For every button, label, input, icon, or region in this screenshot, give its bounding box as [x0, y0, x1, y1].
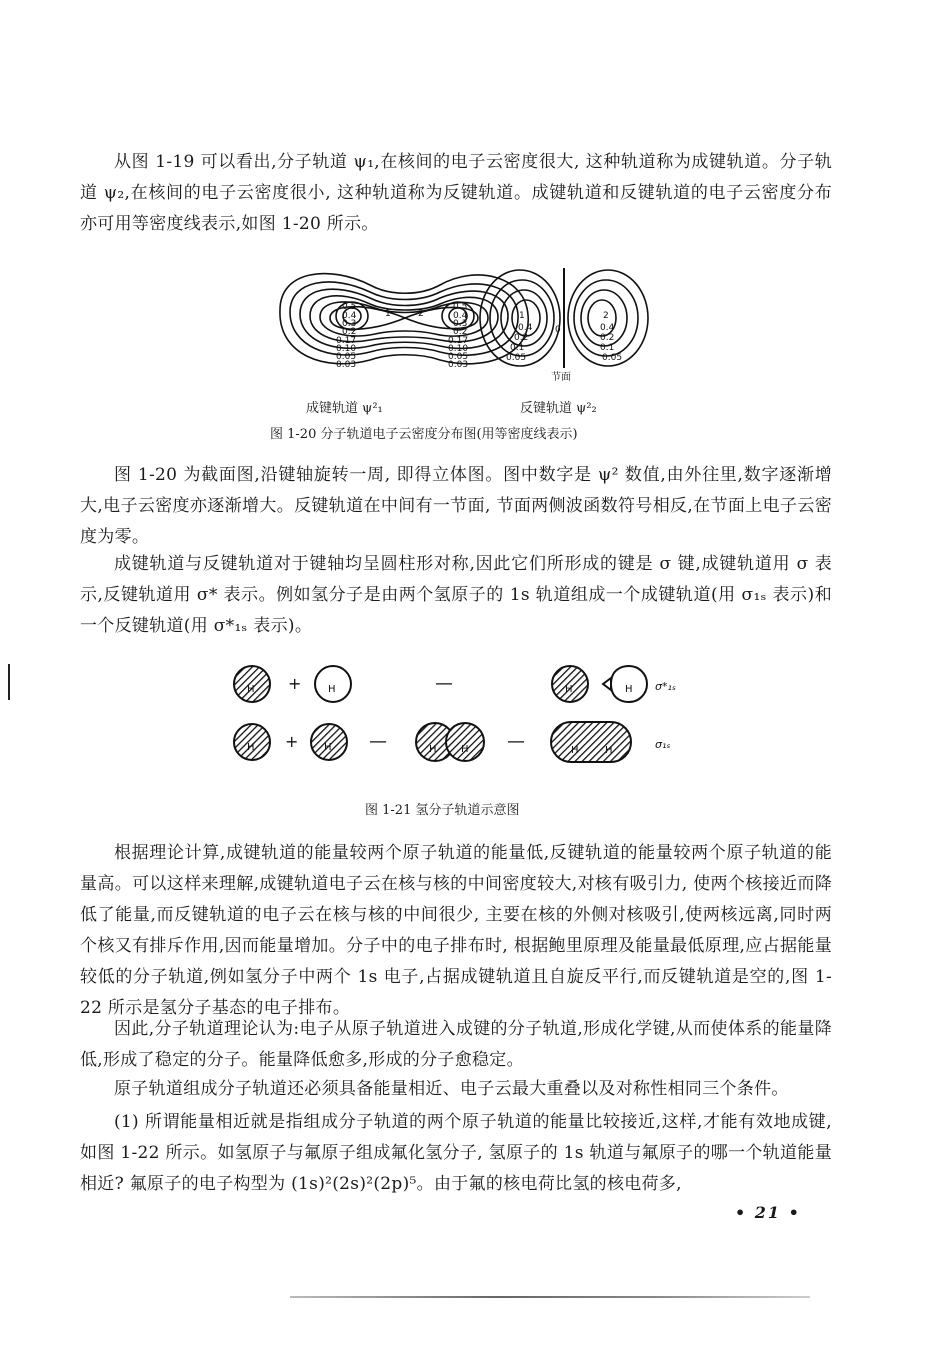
- antibonding-value-0.2: 0.2: [514, 333, 529, 343]
- sigma-bonding-orbital: [551, 722, 631, 762]
- bonding-value-0.10-right: 0.10: [448, 344, 469, 354]
- paragraph-4: 根据理论计算,成键轨道的能量较两个原子轨道的能量低,反键轨道的能量较两个原子轨道的能量高。可以这样来理解,成键轨道电子云在核与核的中间密度较大,对核有吸引力, 使两个核接近而降低了能量,而反键轨道的电子云在核与核的中间很少, 主要在核的外侧对核吸引,使两核远离,同时两个核又有排斥作用,因而能量增加。分子中的电子排布时, 根据鲍里原理及能量最低原理,应占据能量较低的分子轨道,例如氢分子中两个 1s 电子,占据成键轨道且自旋反平行,而反键轨道是空的,图 1-22 所示是氢分子基态的电子排布。: [80, 843, 832, 1018]
- h-atom-1-symbol-row1: H: [247, 684, 255, 695]
- sigma-star-lobe-1-symbol: H: [565, 684, 573, 695]
- overlap-atom-2-symbol: H: [461, 744, 469, 755]
- figure-1-21-svg: [225, 658, 725, 778]
- antibonding-value-0.4: 0.4: [518, 323, 533, 333]
- bottom-scan-rule: [290, 1296, 810, 1298]
- page-number: • 21 •: [735, 1203, 801, 1222]
- bonding-value-0.2: 0.2: [342, 327, 357, 337]
- figure-1-20-antibonding-label: 反键轨道 ψ²₂: [520, 401, 597, 416]
- bonding-value-0.17: 0.17: [336, 336, 357, 346]
- figure-1-20-caption: 图 1-20 分子轨道电子云密度分布图(用等密度线表示): [270, 427, 578, 442]
- arrow-row2-2: —: [507, 731, 525, 752]
- sigma-star-lobe-2-symbol: H: [625, 684, 633, 695]
- paragraph-1: 从图 1-19 可以看出,分子轨道 ψ₁,在核间的电子云密度很大, 这种轨道称为成键轨道。分子轨道 ψ₂,在核间的电子云密度很小, 这种轨道称为反键轨道。成键轨道和反键轨道的电子云密度分布亦可用等密度线表示,如图 1-20 所示。: [80, 152, 832, 234]
- sigma-bonding-label: σ₁ₛ: [655, 738, 671, 751]
- figure-1-21-caption: 图 1-21 氢分子轨道示意图: [365, 803, 520, 818]
- antibonding-value-0.4-right: 0.4: [600, 323, 615, 333]
- bonding-value-0.03: 0.03: [336, 360, 357, 370]
- bonding-value-0.2-right: 0.2: [453, 327, 468, 337]
- paragraph-2: 图 1-20 为截面图,沿键轴旋转一周, 即得立体图。图中数字是 ψ² 数值,由外往里,数字逐渐增大,电子云密度亦逐渐增大。反键轨道在中间有一节面, 节面两侧波函数符号相反,在节面上电子云密度为零。: [80, 465, 832, 547]
- paragraph-5: 因此,分子轨道理论认为:电子从原子轨道进入成键的分子轨道,形成化学键,从而使体系的能量降低,形成了稳定的分子。能量降低愈多,形成的分子愈稳定。: [80, 1019, 832, 1070]
- bonding-value-0.10: 0.10: [336, 344, 357, 354]
- bonding-value-0.4: 0.4: [342, 311, 357, 321]
- sigma-bonding-symbol-2: H: [605, 745, 613, 756]
- bonding-value-0.17-right: 0.17: [448, 336, 469, 346]
- bonding-value-0.05-right: 0.05: [448, 352, 469, 362]
- sigma-star-label: σ*₁ₛ: [655, 680, 676, 693]
- arrow-row1: —: [435, 673, 453, 694]
- h-atom-2-symbol-row1: H: [328, 684, 336, 695]
- arrow-row2-1: —: [369, 731, 387, 752]
- node-value: 0: [555, 325, 561, 335]
- paragraph-6: 原子轨道组成分子轨道还必须具备能量相近、电子云最大重叠以及对称性相同三个条件。: [114, 1079, 789, 1099]
- bonding-value-0.05: 0.05: [336, 352, 357, 362]
- margin-mark: [8, 664, 10, 700]
- bonding-nucleus-1-label: 1: [385, 309, 391, 319]
- overlap-atom-1-symbol: H: [429, 744, 437, 755]
- figure-1-20-bonding-label: 成键轨道 ψ²₁: [306, 401, 383, 416]
- bonding-value-0.4-right: 0.4: [453, 311, 468, 321]
- antibonding-nucleus-1-label: 1: [519, 311, 525, 321]
- overlap-atom-2: [446, 723, 484, 761]
- h-atom-1-symbol-row2: H: [247, 742, 255, 753]
- h-atom-2-symbol-row2: H: [324, 742, 332, 753]
- bonding-value-0.3: 0.3: [342, 319, 357, 329]
- bonding-value-0.5: 0.5: [342, 302, 357, 312]
- antibonding-value-0.1-right: 0.1: [600, 343, 615, 353]
- figure-1-21: [225, 658, 725, 778]
- sigma-bonding-symbol-1: H: [571, 745, 579, 756]
- bonding-value-0.3-right: 0.3: [453, 319, 468, 329]
- antibonding-nucleus-2-label: 2: [603, 311, 609, 321]
- bonding-nucleus-2-label: 2: [418, 309, 424, 319]
- paragraph-3: 成键轨道与反键轨道对于键轴均呈圆柱形对称,因此它们所形成的键是 σ 键,成键轨道用 σ 表示,反键轨道用 σ* 表示。例如氢分子是由两个氢原子的 1s 轨道组成一个成键轨道(用 σ₁ₛ 表示)和一个反键轨道(用 σ*₁ₛ 表示)。: [80, 554, 832, 636]
- bonding-value-0.5-right: 0.5: [453, 302, 468, 312]
- antibonding-value-0.05-right: 0.05: [602, 353, 623, 363]
- node-label: 节面: [551, 372, 571, 383]
- plus-row1: +: [288, 674, 302, 693]
- antibonding-value-0.2-right: 0.2: [600, 333, 615, 343]
- bonding-value-0.03-right: 0.03: [448, 360, 469, 370]
- antibonding-value-0.05: 0.05: [506, 353, 527, 363]
- antibonding-value-0.1: 0.1: [510, 343, 525, 353]
- plus-row2: +: [285, 732, 299, 751]
- paragraph-7: (1) 所谓能量相近就是指组成分子轨道的两个原子轨道的能量比较接近,这样,才能有效地成键, 如图 1-22 所示。如氢原子与氟原子组成氟化氢分子, 氢原子的 1s 轨道与氟原子的哪一个轨道能量相近? 氟原子的电子构型为 (1s)²(2s)²(2p)⁵。由于氟的核电荷比氢的核电荷多,: [80, 1112, 832, 1194]
